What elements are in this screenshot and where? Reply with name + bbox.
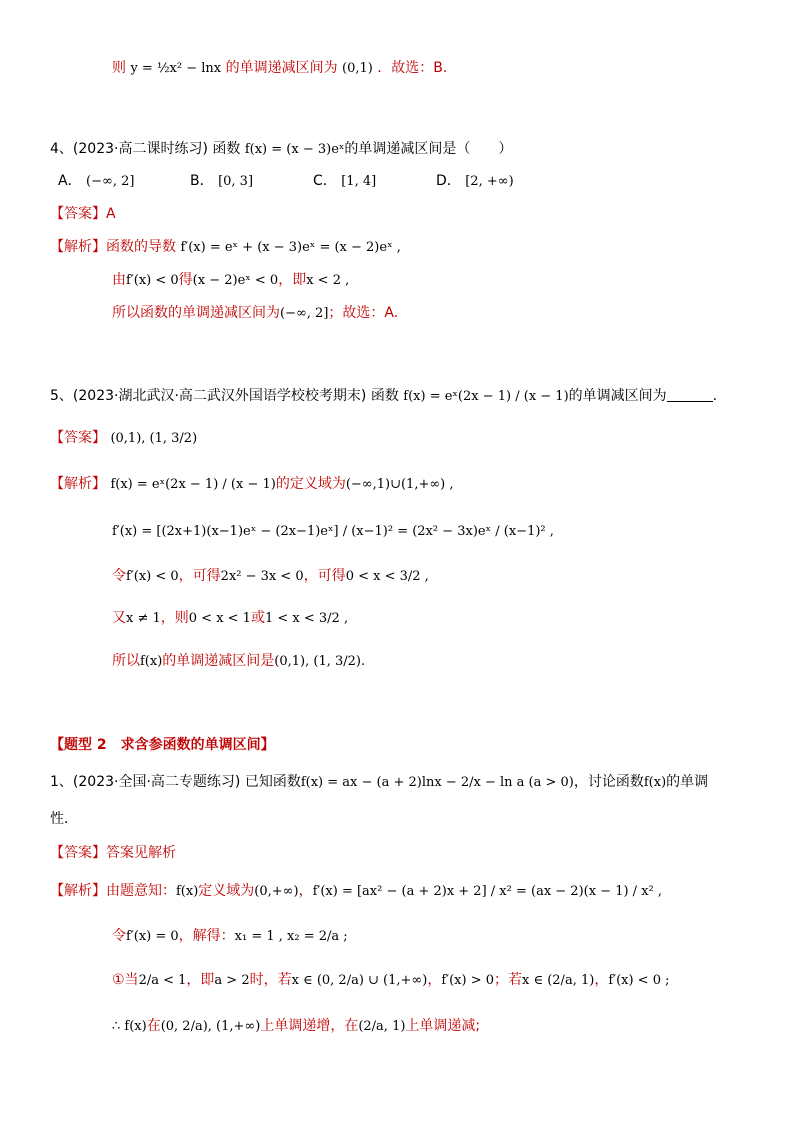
t2q1-answer bbox=[50, 843, 176, 863]
q4-source: (2023·高二课时练习) bbox=[72, 141, 208, 157]
q5-stem-before: 函数 bbox=[370, 388, 399, 404]
q5-b5-t1: 所以 bbox=[112, 653, 140, 669]
q5-analysis-line-4 bbox=[112, 608, 348, 629]
q5-b5-f2: (0,1), (1, 3/2). bbox=[274, 654, 366, 669]
t2q1-formula2: f(x) bbox=[643, 775, 667, 790]
q4-number: 4、 bbox=[50, 141, 73, 157]
q4-formula: f(x) = (x − 3)eˣ bbox=[244, 142, 345, 157]
t2q1-c2-t1: 令 bbox=[112, 928, 126, 944]
q4-a1-text: 函数的导数 bbox=[106, 239, 176, 255]
q4-analysis-line-3 bbox=[112, 303, 398, 324]
t2q1-c1-text: 由题意知： bbox=[106, 883, 176, 899]
t2q1-c3-t4: ， bbox=[427, 972, 442, 988]
q5-b1-text: 的定义域为 bbox=[275, 476, 346, 492]
q5-answer-tag: 【答案】 bbox=[50, 430, 106, 446]
t2q1-c1-f1: f(x) bbox=[176, 884, 199, 899]
t2q1-number: 1、 bbox=[50, 774, 73, 790]
q5-source: (2023·湖北武汉·高二武汉外国语学校校考期末) bbox=[72, 388, 367, 404]
q4-a2-t3: ，即 bbox=[278, 272, 307, 288]
t2q1-formula: f(x) = ax − (a + 2)lnx − 2/x − ln a (a > 0) bbox=[300, 775, 574, 790]
q5-answer-blank bbox=[667, 387, 713, 402]
q5-b4-f3: 1 < x < 3/2 , bbox=[264, 611, 349, 626]
t2q1-c2-f2: x₁ = 1 , x₂ = 2/a ; bbox=[234, 929, 348, 944]
t2q1-c3-f5: x ∈ (2/a, 1) bbox=[522, 973, 595, 988]
q4-answer-value: A bbox=[106, 206, 116, 222]
t2q1-c3-t1: ①当 bbox=[112, 972, 139, 988]
q4-option-a bbox=[58, 171, 134, 192]
q4-analysis-line-2 bbox=[112, 270, 349, 291]
q4-answer-tag: 【答案】 bbox=[50, 206, 106, 222]
t2q1-c4-t3: 上单调递减; bbox=[405, 1018, 481, 1034]
intro-line bbox=[112, 58, 447, 79]
q4-analysis-line-1 bbox=[50, 237, 401, 258]
t2q1-stem-mid: ，讨论函数 bbox=[573, 774, 644, 790]
t2q1-c4-t2: 上单调递增，在 bbox=[260, 1018, 359, 1034]
q5-b1-formula: f(x) = eˣ(2x − 1) / (x − 1) bbox=[110, 477, 276, 492]
q5-analysis-line-5 bbox=[112, 651, 365, 672]
t2q1-c3-t6: ， bbox=[594, 972, 609, 988]
q4-option-b-letter: B． bbox=[190, 173, 214, 189]
t2q1-c3-t5: ；若 bbox=[494, 972, 522, 988]
q5-b3-f3: 0 < x < 3/2 , bbox=[345, 569, 429, 584]
q5-b3-f2: 2x² − 3x < 0 bbox=[220, 569, 304, 584]
intro-interval: (0,1) bbox=[342, 61, 373, 76]
q5-number: 5、 bbox=[50, 388, 73, 404]
t2q1-c4-f1: ∴ f(x) bbox=[112, 1019, 147, 1034]
q4-a3-text: 所以函数的单调递减区间为 bbox=[112, 305, 280, 321]
q5-analysis-line-1 bbox=[50, 474, 454, 495]
q4-option-d bbox=[436, 171, 514, 192]
q4-a3-formula: (−∞, 2] bbox=[280, 306, 329, 321]
t2q1-c1-f3: f′(x) = [ax² − (a + 2)x + 2] / x² = (ax − 2)(x − 1) / x² , bbox=[312, 884, 663, 899]
t2q1-analysis-line-4 bbox=[112, 1016, 480, 1037]
t2q1-answer-tag: 【答案】 bbox=[50, 845, 106, 861]
t2q1-c3-f2: a > 2 bbox=[214, 973, 250, 988]
q4-option-c bbox=[313, 171, 376, 192]
q4-stem-before: 函数 bbox=[212, 141, 241, 157]
q4-a1-formula: f′(x) = eˣ + (x − 3)eˣ = (x − 2)eˣ , bbox=[180, 240, 401, 255]
t2q1-c1-f2: (0,+∞) bbox=[254, 884, 299, 899]
t2q1-c4-f2: (0, 2/a), (1,+∞) bbox=[160, 1019, 261, 1034]
intro-text-before: 则 bbox=[112, 60, 126, 76]
q5-b5-t2: 的单调递减区间是 bbox=[162, 653, 275, 669]
t2q1-analysis-line-3 bbox=[112, 970, 670, 991]
t2q1-c3-f1: 2/a < 1 bbox=[138, 973, 187, 988]
t2q1-c1-t3: ， bbox=[298, 883, 313, 899]
q5-b1-domain: (−∞,1)∪(1,+∞) , bbox=[345, 477, 454, 492]
q5-b4-t1: 又 bbox=[112, 610, 126, 626]
q5-answer bbox=[50, 428, 197, 449]
q4-a2-f2: (x − 2)eˣ < 0 bbox=[192, 273, 279, 288]
q4-a3-end: ；故选：A. bbox=[328, 305, 399, 321]
t2q1-stem-after: 的单调 bbox=[666, 774, 709, 790]
q5-b5-f1: f(x) bbox=[140, 654, 163, 669]
q4-option-d-value: [2, +∞) bbox=[465, 174, 514, 189]
q5-answer-value: (0,1), (1, 3/2) bbox=[110, 431, 198, 446]
type2-heading: 【题型 2 求含参函数的单调区间】 bbox=[50, 737, 275, 753]
intro-text-end: ．故选：B. bbox=[377, 60, 448, 76]
t2q1-source: (2023·全国·高二专题练习) bbox=[72, 774, 241, 790]
intro-text-mid: 的单调递减区间为 bbox=[225, 60, 338, 76]
q4-a2-f1: f′(x) < 0 bbox=[126, 273, 179, 288]
q5-b3-f1: f′(x) < 0 bbox=[126, 569, 179, 584]
t2q1-c3-t2: ，即 bbox=[186, 972, 215, 988]
q5-stem-after: 的单调减区间为 bbox=[568, 388, 667, 404]
t2q1-c4-t1: 在 bbox=[146, 1018, 161, 1034]
q4-option-a-letter: A． bbox=[58, 173, 82, 189]
t2q1-c3-f6: f′(x) < 0 ; bbox=[608, 973, 670, 988]
t2q1-stem-before: 已知函数 bbox=[244, 774, 301, 790]
q5-stem: 5、(2023·湖北武汉·高二武汉外国语学校校考期末) 函数 f(x) = eˣ(2x − 1) / (x − 1)的单调减区间为 . bbox=[50, 388, 718, 404]
q4-a2-t1: 由 bbox=[112, 272, 126, 288]
t2q1-c1-t2: 定义域为 bbox=[198, 883, 255, 899]
q4-option-b-value: [0, 3] bbox=[218, 174, 254, 189]
q5-b2-formula: f′(x) = [(2x+1)(x−1)eˣ − (2x−1)eˣ] / (x−1)² = (2x² − 3x)eˣ / (x−1)² , bbox=[112, 524, 554, 539]
t2q1-stem bbox=[50, 772, 708, 793]
q4-option-b bbox=[190, 171, 253, 192]
q4-analysis-tag: 【解析】 bbox=[50, 239, 106, 255]
t2q1-c4-f3: (2/a, 1) bbox=[358, 1019, 406, 1034]
q5-b3-t1: 令 bbox=[112, 568, 126, 584]
t2q1-analysis-tag: 【解析】 bbox=[50, 883, 106, 899]
t2q1-c3-f4: f′(x) > 0 bbox=[441, 973, 494, 988]
t2q1-c2-t2: ，解得： bbox=[178, 928, 235, 944]
t2q1-stem-line-2: 性． bbox=[50, 811, 78, 827]
q4-stem-after: 的单调递减区间是（ ） bbox=[344, 141, 513, 157]
q4-option-c-letter: C． bbox=[313, 173, 337, 189]
t2q1-analysis-line-2 bbox=[112, 926, 348, 947]
t2q1-c3-t3: 时，若 bbox=[249, 972, 292, 988]
q5-b3-t2: ，可得 bbox=[178, 568, 221, 584]
q5-b4-t3: 或 bbox=[250, 610, 265, 626]
q4-option-c-value: [1, 4] bbox=[341, 174, 377, 189]
q5-formula: f(x) = eˣ(2x − 1) / (x − 1) bbox=[403, 389, 569, 404]
q5-b3-t3: ，可得 bbox=[303, 568, 346, 584]
intro-formula: y = ½x² − lnx bbox=[130, 61, 222, 76]
q4-stem bbox=[50, 139, 512, 160]
q5-b4-f1: x ≠ 1 bbox=[126, 611, 161, 626]
t2q1-c3-f3: x ∈ (0, 2/a) ∪ (1,+∞) bbox=[291, 973, 428, 988]
q4-option-a-value: (−∞, 2] bbox=[86, 174, 135, 189]
t2q1-analysis-line-1 bbox=[50, 881, 662, 902]
q4-answer bbox=[50, 204, 116, 224]
q4-a2-f3: x < 2 , bbox=[306, 273, 350, 288]
q5-b4-f2: 0 < x < 1 bbox=[188, 611, 251, 626]
q5-analysis-line-2 bbox=[112, 521, 554, 542]
q5-b4-t2: ，则 bbox=[160, 610, 189, 626]
t2q1-answer-value: 答案见解析 bbox=[106, 845, 176, 861]
t2q1-c2-f1: f′(x) = 0 bbox=[126, 929, 179, 944]
q5-analysis-line-3 bbox=[112, 566, 429, 587]
q4-a2-t2: 得 bbox=[178, 272, 193, 288]
q5-analysis-tag: 【解析】 bbox=[50, 476, 106, 492]
q4-option-d-letter: D． bbox=[436, 173, 461, 189]
